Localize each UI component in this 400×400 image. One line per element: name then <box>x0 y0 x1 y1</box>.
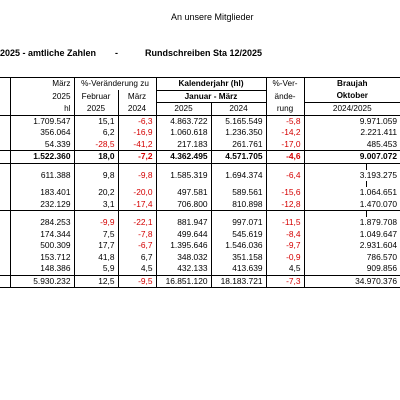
header-pct-feb-2: 2025 <box>74 103 118 116</box>
row-label-cell <box>0 263 10 275</box>
cell-k24: 1.694.374 <box>211 170 266 182</box>
table-row <box>0 240 400 252</box>
cell-mar: -7,8 <box>118 229 156 241</box>
table-row <box>0 115 400 127</box>
cell-k24: 5.165.549 <box>211 115 266 127</box>
cell-mar: -7,2 <box>118 151 156 164</box>
cell-k25: 4.362.495 <box>156 151 211 164</box>
cell-ver: -8,4 <box>266 229 304 241</box>
cell-k24: 18.183.721 <box>211 275 266 288</box>
cell-mar: -17,4 <box>118 199 156 211</box>
header-pct-group: %-Veränderung zu <box>74 78 156 91</box>
subtitle-right: Rundschreiben Sta 12/2025 <box>145 48 263 58</box>
cell-brau: 485.453 <box>304 139 400 151</box>
cell-ver: -4,6 <box>266 151 304 164</box>
cell-feb: -9,9 <box>74 217 118 229</box>
cell-k25: 1.395.646 <box>156 240 211 252</box>
row-label-cell <box>0 139 10 151</box>
table-row <box>0 252 400 264</box>
cell-mar: -20,0 <box>118 187 156 199</box>
cell-brau: 1.064.651 <box>304 187 400 199</box>
row-label-cell <box>0 170 10 182</box>
header-ver-1: %-Ver- <box>266 78 304 91</box>
cell-feb: 12,5 <box>74 275 118 288</box>
statistics-table <box>0 77 400 288</box>
cell-k24: 997.071 <box>211 217 266 229</box>
row-label-cell <box>0 217 10 229</box>
cell-k24: 4.571.705 <box>211 151 266 164</box>
cell-k24: 545.619 <box>211 229 266 241</box>
table-row <box>0 127 400 139</box>
cell-maerz: 284.253 <box>10 217 74 229</box>
cell-k24: 589.561 <box>211 187 266 199</box>
cell-ver: -17,0 <box>266 139 304 151</box>
cell-k24: 413.639 <box>211 263 266 275</box>
cell-k25: 881.947 <box>156 217 211 229</box>
cell-mar: -6,3 <box>118 115 156 127</box>
cell-ver: 4,5 <box>266 263 304 275</box>
cell-brau: 1.879.708 <box>304 217 400 229</box>
cell-k24: 810.898 <box>211 199 266 211</box>
cell-brau: 3.193.275 <box>304 170 400 182</box>
table-row <box>0 275 400 288</box>
header-maerz-3: hl <box>10 103 74 116</box>
cell-brau: 2.931.604 <box>304 240 400 252</box>
header-ver-2: ände- <box>266 90 304 103</box>
letter-title-bar <box>0 12 400 26</box>
cell-maerz: 183.401 <box>10 187 74 199</box>
header-kal-2024: 2024 <box>211 103 266 116</box>
subtitle-dash: - <box>115 48 118 58</box>
cell-maerz: 54.339 <box>10 139 74 151</box>
header-kal-group: Kalenderjahr (hl) <box>156 78 266 91</box>
table-row <box>0 199 400 211</box>
row-label-cell <box>0 252 10 264</box>
table-row <box>0 170 400 182</box>
cell-mar: -9,8 <box>118 170 156 182</box>
cell-k25: 348.032 <box>156 252 211 264</box>
cell-feb: -28,5 <box>74 139 118 151</box>
cell-maerz: 232.129 <box>10 199 74 211</box>
cell-mar: -22,1 <box>118 217 156 229</box>
header-row-3 <box>0 103 400 116</box>
cell-brau: 34.970.376 <box>304 275 400 288</box>
cell-mar: 4,5 <box>118 263 156 275</box>
header-pct-mar-2: 2024 <box>118 103 156 116</box>
row-label-cell <box>0 275 10 288</box>
cell-brau: 9.971.059 <box>304 115 400 127</box>
header-kal-2025: 2025 <box>156 103 211 116</box>
cell-k25: 499.644 <box>156 229 211 241</box>
cell-mar: -9,5 <box>118 275 156 288</box>
cell-maerz: 5.930.232 <box>10 275 74 288</box>
header-pct-feb-1: Februar <box>74 90 118 103</box>
cell-maerz: 174.344 <box>10 229 74 241</box>
header-kal-sub: Januar - März <box>156 90 266 103</box>
row-label-cell <box>0 229 10 241</box>
subtitle-left: 2025 - amtliche Zahlen <box>0 48 97 58</box>
cell-ver: -0,9 <box>266 252 304 264</box>
header-pct-mar-1: März <box>118 90 156 103</box>
cell-ver: -5,8 <box>266 115 304 127</box>
cell-ver: -9,7 <box>266 240 304 252</box>
subtitle-bar <box>0 48 400 62</box>
cell-mar: 6,7 <box>118 252 156 264</box>
cell-ver: -15,6 <box>266 187 304 199</box>
cell-k25: 1.585.319 <box>156 170 211 182</box>
table-row <box>0 151 400 164</box>
cell-feb: 7,5 <box>74 229 118 241</box>
cell-k24: 351.158 <box>211 252 266 264</box>
row-label-cell <box>0 240 10 252</box>
cell-k24: 1.236.350 <box>211 127 266 139</box>
table-row <box>0 229 400 241</box>
cell-maerz: 611.388 <box>10 170 74 182</box>
letter-title: An unsere Mitglieder <box>171 12 254 22</box>
cell-maerz: 148.386 <box>10 263 74 275</box>
header-row-1 <box>0 78 400 91</box>
cell-ver: -14,2 <box>266 127 304 139</box>
header-row-2 <box>0 90 400 103</box>
cell-maerz: 500.309 <box>10 240 74 252</box>
cell-maerz: 153.712 <box>10 252 74 264</box>
cell-feb: 5,9 <box>74 263 118 275</box>
cell-feb: 6,2 <box>74 127 118 139</box>
header-maerz-2: 2025 <box>10 90 74 103</box>
cell-feb: 41,8 <box>74 252 118 264</box>
cell-ver: -6,4 <box>266 170 304 182</box>
cell-mar: -16,9 <box>118 127 156 139</box>
cell-feb: 18,0 <box>74 151 118 164</box>
cell-feb: 15,1 <box>74 115 118 127</box>
cell-feb: 9,8 <box>74 170 118 182</box>
cell-ver: -7,3 <box>266 275 304 288</box>
cell-k25: 4.863.722 <box>156 115 211 127</box>
table-row <box>0 139 400 151</box>
cell-brau: 2.221.411 <box>304 127 400 139</box>
cell-maerz: 1.522.360 <box>10 151 74 164</box>
header-brau-group: Braujah <box>304 78 400 91</box>
cell-k25: 1.060.618 <box>156 127 211 139</box>
cell-mar: -41,2 <box>118 139 156 151</box>
row-label-cell <box>0 151 10 164</box>
cell-brau: 909.856 <box>304 263 400 275</box>
cell-feb: 20,2 <box>74 187 118 199</box>
cell-k25: 217.183 <box>156 139 211 151</box>
row-label-cell <box>0 127 10 139</box>
row-label-cell <box>0 115 10 127</box>
cell-ver: -11,5 <box>266 217 304 229</box>
cell-brau: 1.470.070 <box>304 199 400 211</box>
cell-k24: 1.546.036 <box>211 240 266 252</box>
cell-maerz: 356.064 <box>10 127 74 139</box>
cell-mar: -6,7 <box>118 240 156 252</box>
cell-k24: 261.761 <box>211 139 266 151</box>
header-ver-3: rung <box>266 103 304 116</box>
header-maerz-1: März <box>10 78 74 91</box>
cell-feb: 3,1 <box>74 199 118 211</box>
cell-brau: 786.570 <box>304 252 400 264</box>
table-row <box>0 187 400 199</box>
cell-feb: 17,7 <box>74 240 118 252</box>
header-brau-sub: Oktober <box>304 90 400 103</box>
row-label-cell <box>0 199 10 211</box>
cell-k25: 432.133 <box>156 263 211 275</box>
table-row <box>0 217 400 229</box>
cell-brau: 9.007.072 <box>304 151 400 164</box>
cell-k25: 16.851.120 <box>156 275 211 288</box>
cell-brau: 1.049.647 <box>304 229 400 241</box>
cell-ver: -12,8 <box>266 199 304 211</box>
header-brau-year: 2024/2025 <box>304 103 400 116</box>
cell-maerz: 1.709.547 <box>10 115 74 127</box>
row-label-cell <box>0 187 10 199</box>
cell-k25: 706.800 <box>156 199 211 211</box>
cell-k25: 497.581 <box>156 187 211 199</box>
table-row <box>0 263 400 275</box>
